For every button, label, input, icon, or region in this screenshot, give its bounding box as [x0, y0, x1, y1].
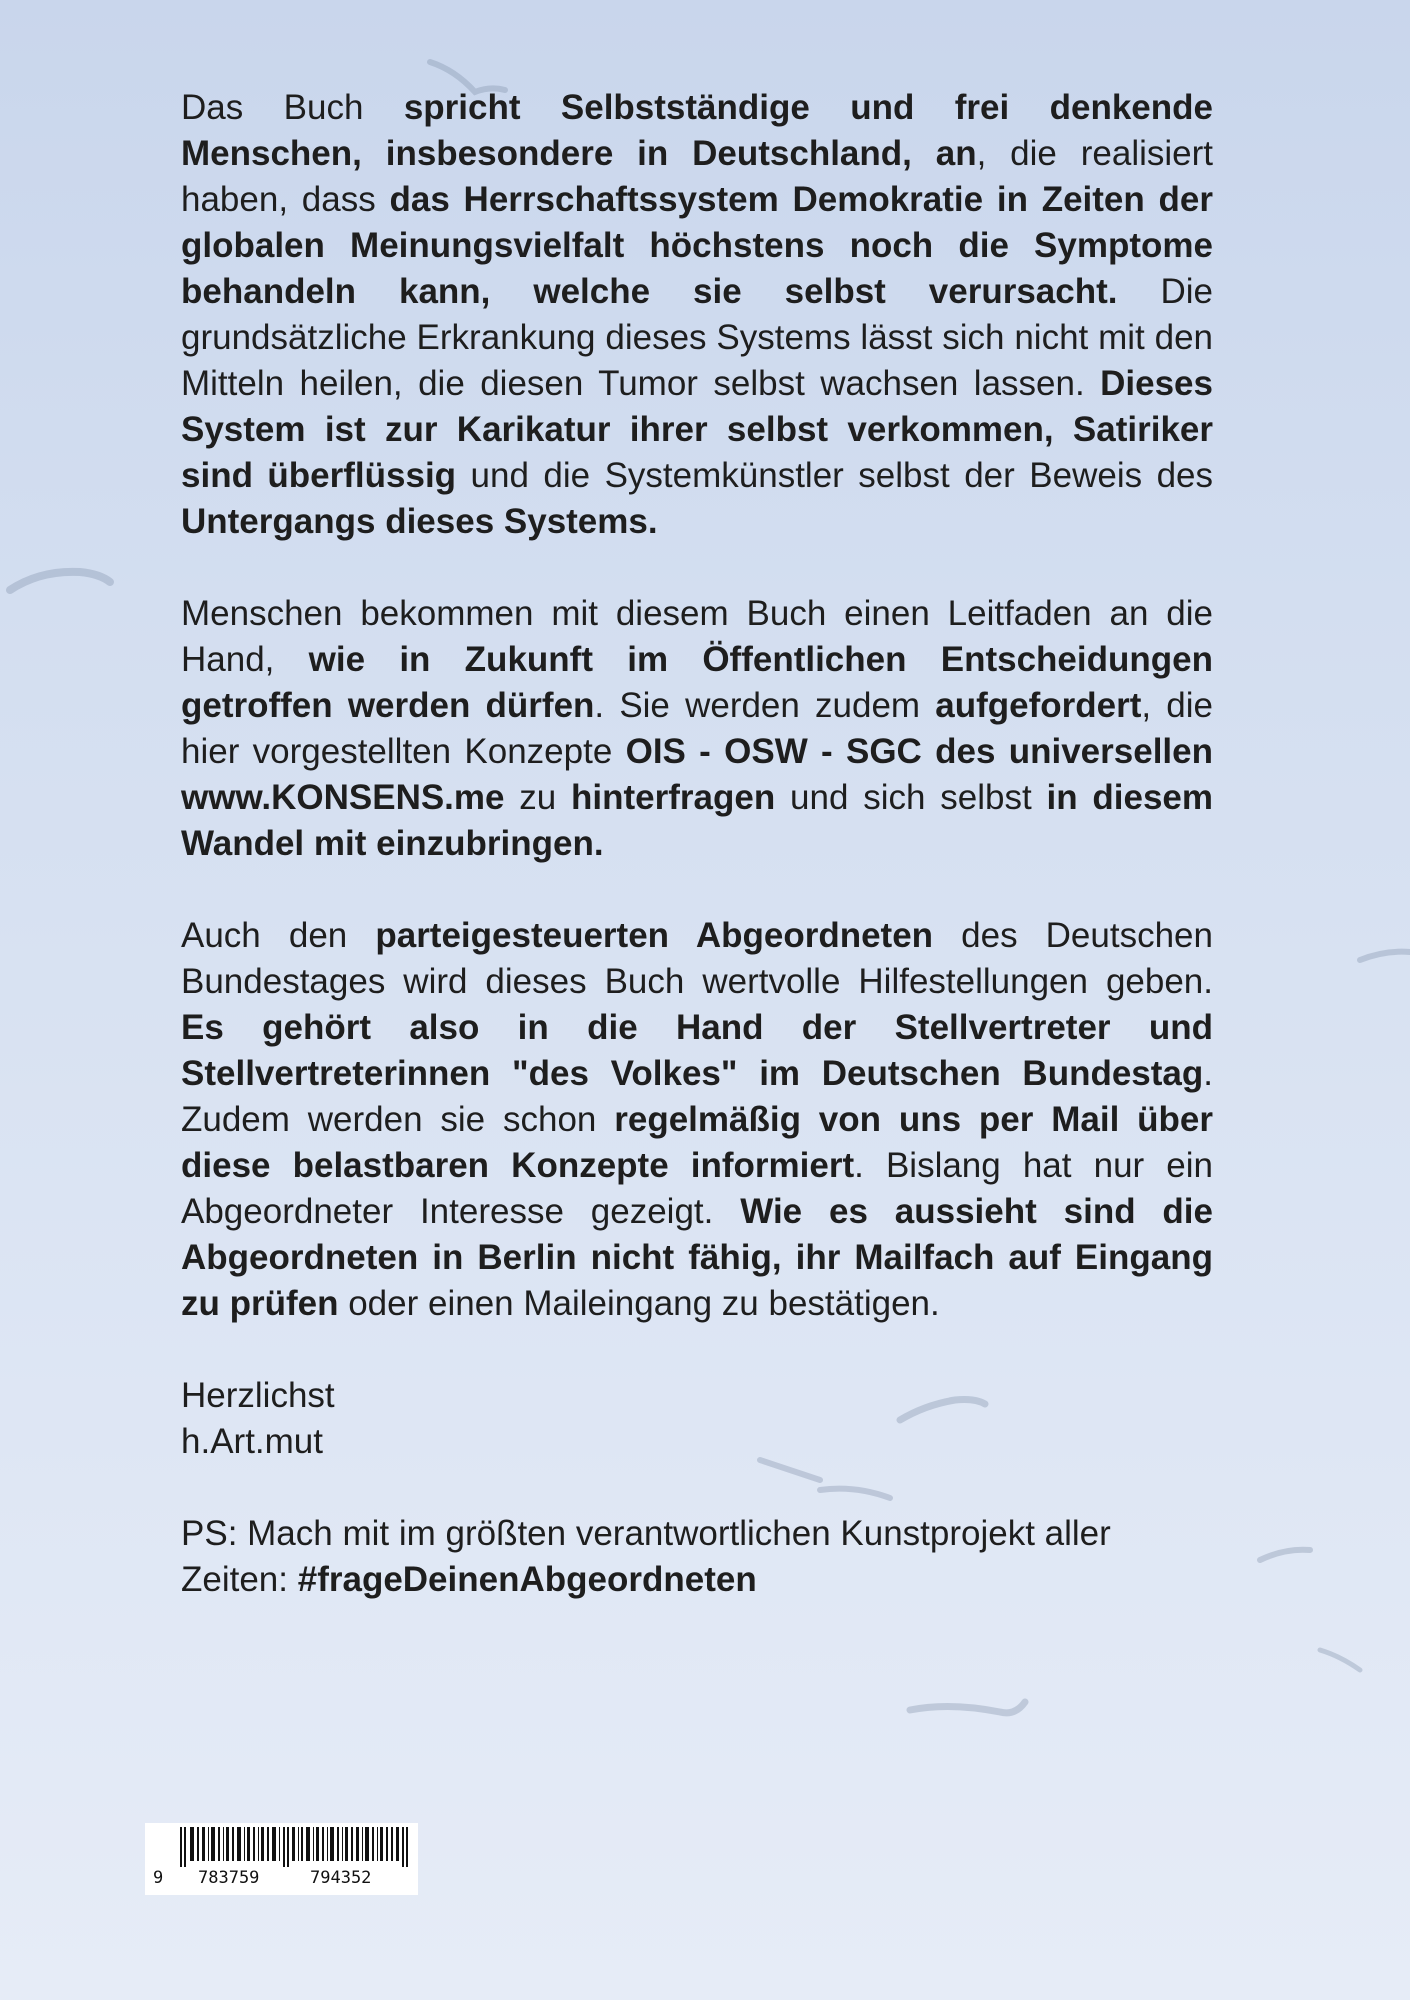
barcode-prefix: 9	[153, 1868, 164, 1888]
text-run: und sich selbst	[775, 778, 1047, 817]
paragraph-intro	[181, 85, 1213, 545]
text-run: , die hier vorgestellten Konzepte	[181, 686, 1213, 771]
bold-run: OIS - OSW - SGC des universellen www.KONSENS.me	[181, 732, 1213, 817]
closing-signature: h.Art.mut	[181, 1422, 323, 1461]
bold-run: regelmäßig von uns per Mail über diese belastbaren Konzepte informiert	[181, 1100, 1213, 1185]
bold-run: hinterfragen	[571, 778, 776, 817]
bold-run: wie in Zukunft im Öffentlichen Entscheidungen getroffen werden dürfen	[181, 640, 1213, 725]
text-run: des Deutschen Bundestages wird dieses Buch wertvolle Hilfestellungen geben.	[181, 916, 1213, 1001]
bird-silhouette	[10, 572, 110, 590]
bold-run: spricht Selbstständige und frei denkende Menschen, insbesondere in Deutschland, an	[181, 88, 1213, 173]
isbn-barcode	[145, 1823, 418, 1895]
bird-silhouette	[1320, 1650, 1360, 1670]
bold-run: Wie es aussieht sind die Abgeordneten in Berlin nicht fähig, ihr Mailfach auf Eingang zu prüfen	[181, 1192, 1213, 1323]
text-run: . Zudem werden sie schon	[181, 1054, 1213, 1139]
text-run: und die Systemkünstler selbst der Beweis des	[456, 456, 1213, 495]
bold-run: Untergangs dieses Systems.	[181, 502, 658, 541]
bold-run: #frageDeinenAbgeordneten	[297, 1560, 757, 1599]
text-run: , die realisiert haben, dass	[181, 134, 1213, 219]
bird-silhouette	[1260, 1550, 1310, 1560]
bold-run: in diesem Wandel mit einzubringen.	[181, 778, 1213, 863]
bold-run: aufgefordert	[935, 686, 1142, 725]
closing	[181, 1373, 1213, 1465]
text-run: . Sie werden zudem	[594, 686, 936, 725]
back-cover-text	[181, 85, 1213, 1649]
paragraph-representatives	[181, 913, 1213, 1327]
bold-run: Dieses System ist zur Karikatur ihrer selbst verkommen, Satiriker sind überflüssig	[181, 364, 1213, 495]
barcode-left-group: 783759	[198, 1868, 260, 1888]
text-run: Das Buch	[181, 88, 404, 127]
postscript	[181, 1511, 1213, 1603]
bird-silhouette	[910, 1702, 1025, 1713]
bird-silhouette	[1360, 952, 1410, 960]
text-run: oder einen Maileingang zu bestätigen.	[338, 1284, 940, 1323]
bold-run: Es gehört also in die Hand der Stellvertreter und Stellvertreterinnen "des Volkes" im Deutschen Bundestag	[181, 1008, 1213, 1093]
bold-run: das Herrschaftssystem Demokratie in Zeiten der globalen Meinungsvielfalt höchstens noch die Symptome behandeln kann, welche sie selbst verursacht.	[181, 180, 1213, 311]
text-run: Die grundsätzliche Erkrankung dieses Systems lässt sich nicht mit den Mitteln heilen, die diesen Tumor selbst wachsen lassen.	[181, 272, 1213, 403]
closing-greeting: Herzlichst	[181, 1376, 335, 1415]
barcode-bars	[180, 1827, 410, 1867]
text-run: . Bislang hat nur ein Abgeordneter Interesse gezeigt.	[181, 1146, 1213, 1231]
barcode-digits	[153, 1868, 413, 1888]
text-run: zu	[504, 778, 572, 817]
text-run: Menschen bekommen mit diesem Buch einen Leitfaden an die Hand,	[181, 594, 1213, 679]
text-run: Auch den	[181, 916, 376, 955]
paragraph-guide	[181, 591, 1213, 867]
text-run: PS: Mach mit im größten verantwortlichen Kunstprojekt aller Zeiten:	[181, 1514, 1111, 1599]
barcode-right-group: 794352	[310, 1868, 372, 1888]
bold-run: parteigesteuerten Abgeordneten	[375, 916, 934, 955]
